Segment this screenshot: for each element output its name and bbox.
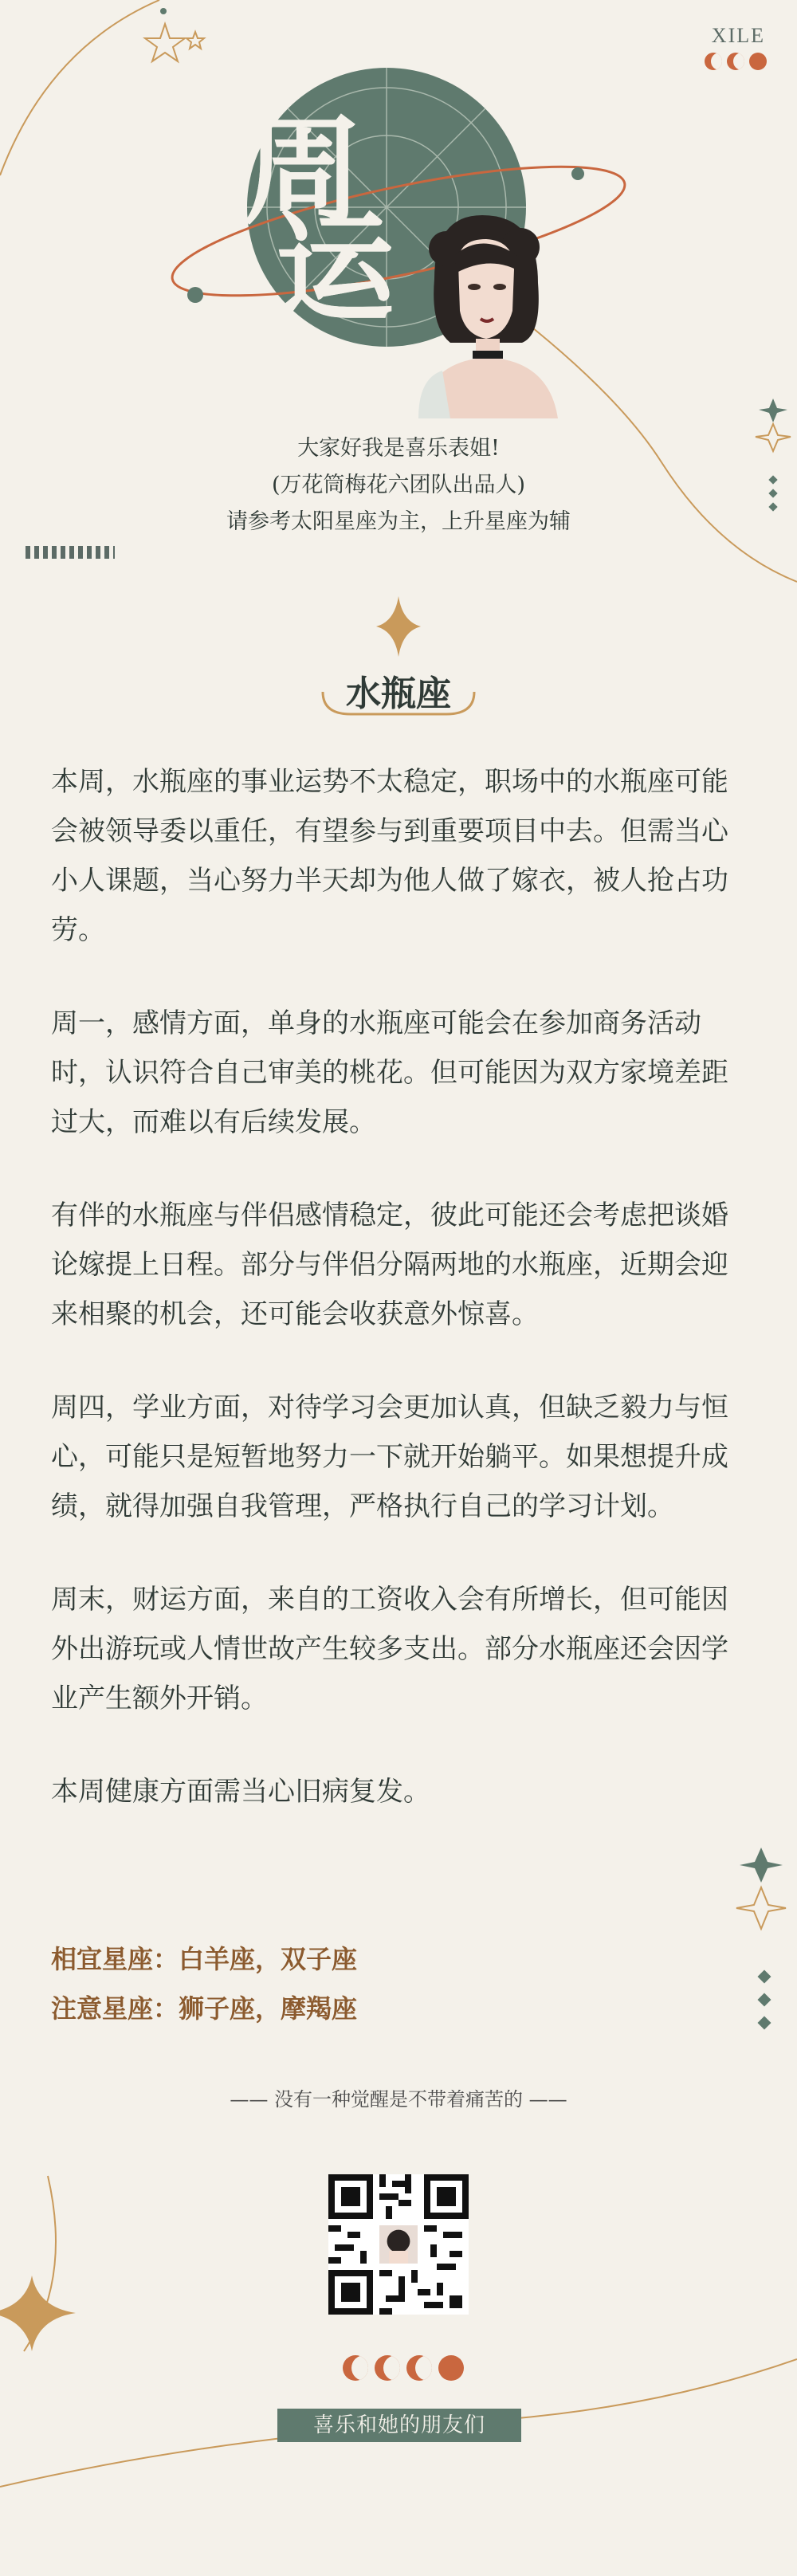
crescent-moon-icon — [406, 2355, 432, 2381]
full-moon-icon — [749, 53, 767, 70]
caution-signs: 注意星座：狮子座，摩羯座 — [51, 1993, 358, 2024]
crescent-moon-icon — [375, 2355, 400, 2381]
brand-logo-text: XILE — [711, 24, 765, 47]
qr-code[interactable] — [328, 2174, 469, 2315]
compatible-signs — [51, 1934, 357, 2033]
horoscope-body — [51, 757, 752, 1860]
paragraph-study: 周四，学业方面，对待学习会更加认真，但缺乏毅力与恒心，可能只是短暂地努力一下就开始躺平。如果想提升成绩，就得加强自我管理，严格执行自己的学习计划。 — [51, 1392, 728, 1522]
dash-decoration — [26, 546, 115, 559]
paragraph-love-single: 周一，感情方面，单身的水瓶座可能会在参加商务活动时，认识符合自己审美的桃花。但可能因为双方家境差距过大，而难以有后续发展。 — [51, 1007, 728, 1138]
crescent-moon-icon — [727, 53, 744, 70]
paragraph-wealth: 周末，财运方面，来自的工资收入会有所增长，但可能因外出游玩或人情世故产生较多支出。部分水瓶座还会因学业产生额外开销。 — [51, 1584, 728, 1714]
motto: —— 没有一种觉醒是不带着痛苦的 —— — [230, 2088, 567, 2111]
title-char-1: 周 — [243, 101, 363, 242]
sign-title: 水瓶座 — [346, 673, 451, 714]
title-char-2: 运 — [275, 198, 395, 339]
full-moon-icon — [438, 2355, 464, 2381]
paragraph-career: 本周，水瓶座的事业运势不太稳定，职场中的水瓶座可能会被领导委以重任，有望参与到重要项目中去。但需当心小人课题，当心努力半天却为他人做了嫁衣，被人抢占功劳。 — [51, 766, 728, 946]
paragraph-love-partner: 有伴的水瓶座与伴侣感情稳定，彼此可能还会考虑把谈婚论嫁提上日程。部分与伴侣分隔两地的水瓶座，近期会迎来相聚的机会，还可能会收获意外惊喜。 — [51, 1200, 728, 1330]
intro-note: 请参考太阳星座为主，上升星座为辅 — [226, 509, 571, 534]
star-icon — [145, 24, 204, 61]
moon-phases-bottom — [343, 2355, 464, 2381]
crescent-moon-icon — [705, 53, 722, 70]
intro-credit: (万花筒梅花六团队出品人) — [271, 473, 526, 497]
good-signs: 相宜星座：白羊座，双子座 — [51, 1944, 358, 1974]
portrait-illustration — [402, 207, 562, 418]
footer-banner: 喜乐和她的朋友们 — [277, 2409, 521, 2442]
intro-block — [0, 430, 797, 540]
sign-heading — [0, 665, 797, 716]
intro-greeting: 大家好我是喜乐表姐! — [297, 436, 500, 461]
crescent-moon-icon — [343, 2355, 368, 2381]
paragraph-health: 本周健康方面需当心旧病复发。 — [51, 1776, 430, 1808]
moon-phases-top — [705, 53, 767, 70]
